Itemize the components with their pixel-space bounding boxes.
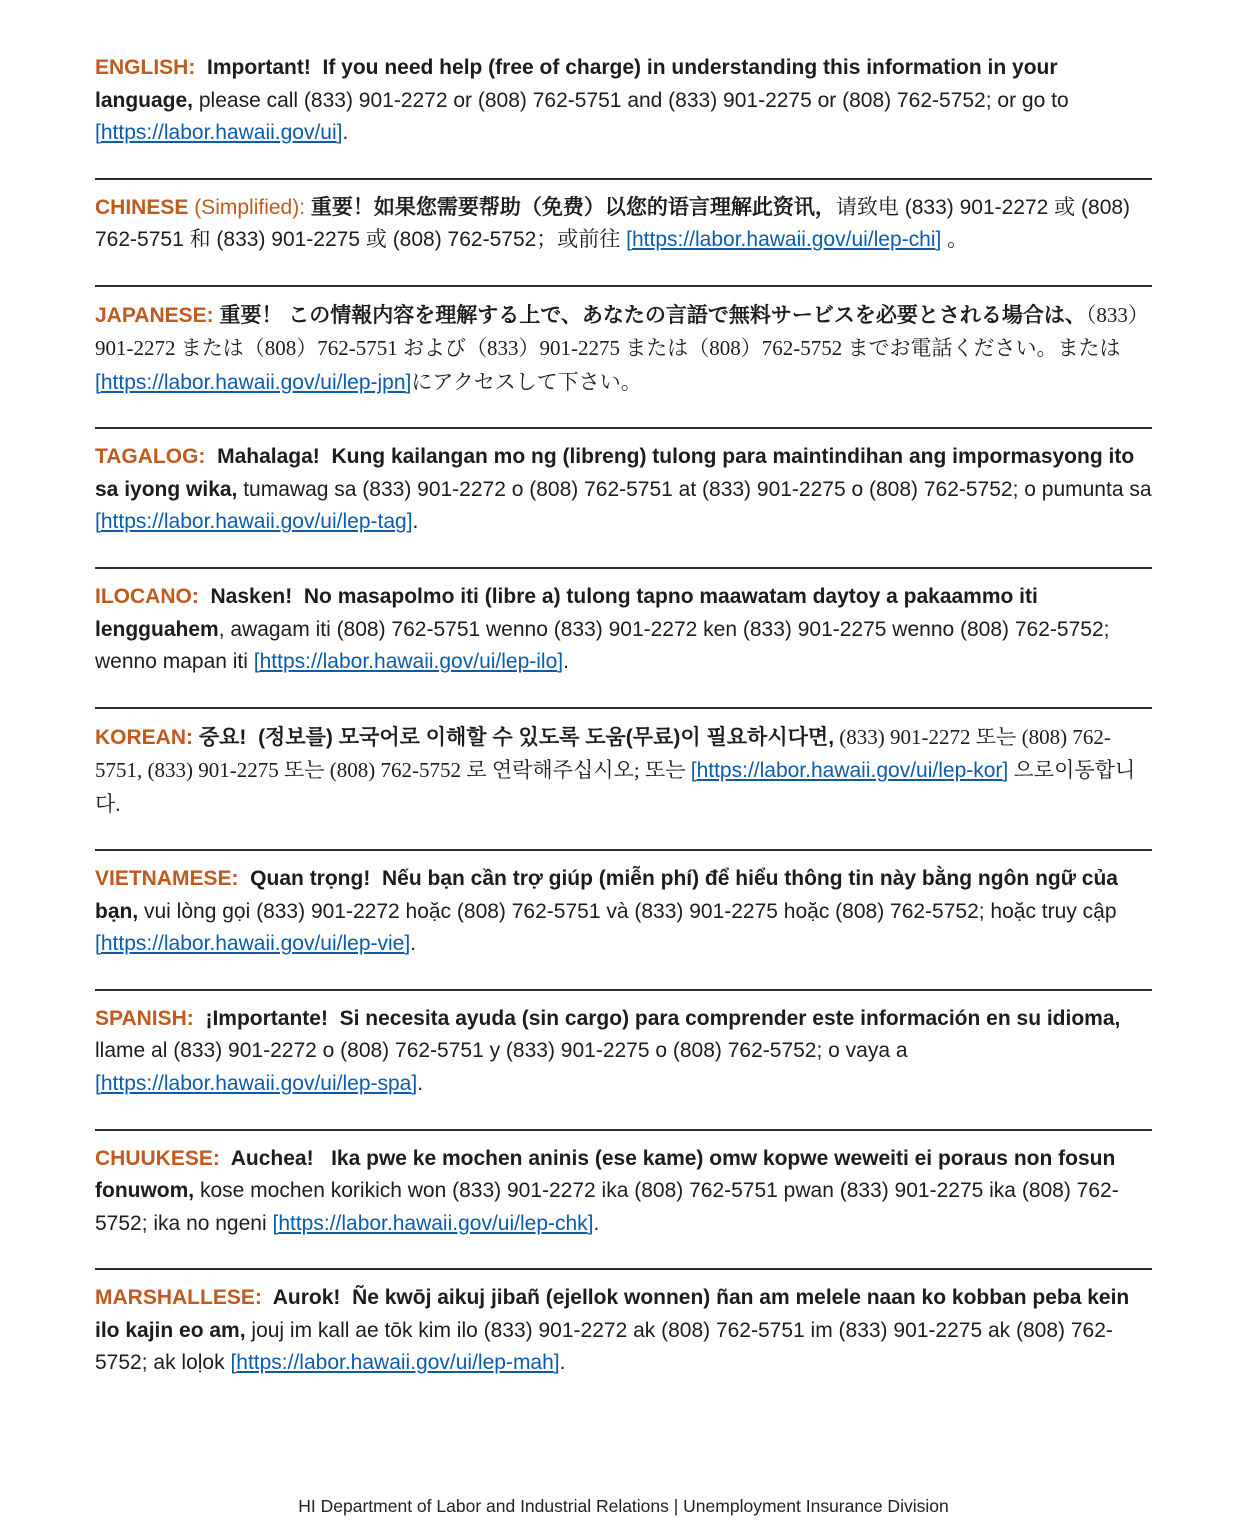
- section-divider: [95, 567, 1152, 569]
- language-label: SPANISH:: [95, 1006, 194, 1030]
- section-chuukese: [95, 1143, 1152, 1241]
- paragraph-ilocano: [95, 581, 1152, 679]
- body-text: kose mochen korikich won (833) 901-2272 ika (808) 762-5751 pwan (833) 901-2275 ika (808) 762-5752; ika no ngeni: [95, 1179, 1119, 1235]
- language-label: JAPANESE:: [95, 303, 214, 327]
- bracket-open: [: [95, 510, 101, 534]
- bracket-open: [: [95, 121, 101, 145]
- body-text-after: .: [417, 1072, 424, 1096]
- bracket-open: [: [690, 759, 697, 783]
- bold-intro: Aurok! Ñe kwōj aikuj jibañ (ejellok wonnen) ñan am melele naan ko kobban peba kein ilo kajin eo am,: [95, 1286, 1136, 1342]
- footer-text: HI Department of Labor and Industrial Relations | Unemployment Insurance Division: [298, 1496, 949, 1516]
- bracket-open: [: [230, 1351, 237, 1375]
- body-text-after: .: [410, 932, 417, 956]
- paragraph-japanese: [95, 299, 1152, 400]
- link-chinese[interactable]: https://labor.hawaii.gov/ui/lep-chi: [631, 228, 936, 252]
- bracket-open: [: [253, 650, 260, 674]
- body-text: tumawag sa (833) 901-2272 o (808) 762-5751 at (833) 901-2275 o (808) 762-5752; o pumunta sa: [237, 477, 1158, 501]
- section-japanese: [95, 299, 1152, 400]
- bracket-close: ]: [587, 1211, 594, 1235]
- body-text: (833) 901-2272 또는 (808) 762-5751, (833) 901-2275 또는 (808) 762-5752 로 연락해주십시오; 또는: [95, 724, 1111, 783]
- bold-intro: Nasken! No masapolmo iti (libre a) tulong tapno maawatam daytoy a pakaammo iti lengguahem: [95, 585, 1044, 641]
- paragraph-korean: [95, 721, 1152, 822]
- body-text: vui lòng gọi (833) 901-2272 hoặc (808) 762-5751 và (833) 901-2275 hoặc (808) 762-5752; hoặc truy cập: [138, 899, 1123, 923]
- bracket-close: ]: [553, 1351, 560, 1375]
- section-divider: [95, 1129, 1152, 1131]
- body-text-after: 으로이동합니다.: [95, 758, 1136, 816]
- link-tagalog[interactable]: https://labor.hawaii.gov/ui/lep-tag: [100, 510, 407, 534]
- paragraph-vietnamese: [95, 863, 1152, 961]
- bold-intro: Quan trọng! Nếu bạn cần trợ giúp (miễn phí) để hiểu thông tin này bằng ngôn ngữ của bạn,: [95, 867, 1124, 923]
- body-text-after: .: [342, 121, 349, 145]
- body-text: llame al (833) 901-2272 o (808) 762-5751 y (833) 901-2275 o (808) 762-5752; o vaya a: [95, 1006, 1127, 1063]
- bracket-open: [: [626, 228, 632, 252]
- link-marshallese[interactable]: https://labor.hawaii.gov/ui/lep-mah: [236, 1351, 554, 1375]
- section-divider: [95, 178, 1152, 180]
- bracket-close: ]: [405, 370, 412, 394]
- section-marshallese: [95, 1282, 1152, 1380]
- section-spanish: [95, 1003, 1152, 1101]
- section-divider: [95, 1268, 1152, 1270]
- link-chuukese[interactable]: https://labor.hawaii.gov/ui/lep-chk: [278, 1211, 588, 1235]
- bold-intro: 重要！ この情報内容を理解する上で、あなたの言語で無料サービスを必要とされる場合は、: [213, 303, 1086, 327]
- section-vietnamese: [95, 863, 1152, 961]
- body-text: please call (833) 901-2272 or (808) 762-5751 and (833) 901-2275 or (808) 762-5752; or go to: [193, 88, 1075, 112]
- body-text-after: .: [559, 1351, 566, 1375]
- link-vietnamese[interactable]: https://labor.hawaii.gov/ui/lep-vie: [100, 932, 405, 956]
- bracket-close: ]: [336, 121, 343, 145]
- paragraph-spanish: [95, 1003, 1152, 1101]
- section-english: [95, 52, 1152, 150]
- footer: [95, 1496, 1152, 1535]
- body-text-after: .: [563, 650, 569, 674]
- language-label: KOREAN:: [95, 725, 193, 749]
- language-label-note: (Simplified):: [188, 195, 306, 219]
- bracket-close: ]: [935, 228, 942, 252]
- section-chinese: [95, 192, 1152, 257]
- section-divider: [95, 427, 1152, 429]
- section-tagalog: [95, 441, 1158, 539]
- bracket-close: ]: [404, 932, 411, 956]
- language-label: ENGLISH:: [95, 56, 196, 79]
- paragraph-chinese: [95, 192, 1152, 257]
- body-text-after: .: [412, 510, 419, 534]
- link-ilocano[interactable]: https://labor.hawaii.gov/ui/lep-ilo: [259, 650, 558, 674]
- section-korean: [95, 721, 1152, 822]
- language-label: CHUUKESE:: [95, 1146, 220, 1170]
- section-divider: [95, 285, 1152, 287]
- body-text-after: にアクセスして下さい。: [411, 369, 642, 394]
- body-text: , awagam iti (808) 762-5751 wenno (833) 901-2272 ken (833) 901-2275 wenno (808) 762-5752; wenno mapan iti: [95, 617, 1116, 674]
- paragraph-chuukese: [95, 1143, 1152, 1241]
- language-label: MARSHALLESE:: [95, 1286, 262, 1310]
- paragraph-marshallese: [95, 1282, 1152, 1380]
- link-korean[interactable]: https://labor.hawaii.gov/ui/lep-kor: [696, 759, 1003, 783]
- bold-intro: 중요! (정보를) 모국어로 이해할 수 있도록 도움(무료)이 필요하시다면,: [193, 725, 835, 749]
- body-text-after: .: [593, 1211, 600, 1235]
- paragraph-tagalog: [95, 441, 1158, 539]
- bracket-close: ]: [406, 510, 413, 534]
- link-english[interactable]: https://labor.hawaii.gov/ui: [100, 121, 337, 145]
- section-divider: [95, 707, 1152, 709]
- bold-intro: Mahalaga! Kung kailangan mo ng (libreng) tulong para maintindihan ang impormasyong ito sa iyong wika,: [95, 445, 1140, 501]
- link-japanese[interactable]: https://labor.hawaii.gov/ui/lep-jpn: [100, 370, 406, 394]
- bracket-open: [: [95, 932, 101, 956]
- language-label: CHINESE: [95, 195, 189, 219]
- bracket-close: ]: [411, 1072, 418, 1096]
- body-text-after: 。: [941, 228, 969, 252]
- section-divider: [95, 989, 1152, 991]
- link-spanish[interactable]: https://labor.hawaii.gov/ui/lep-spa: [100, 1072, 412, 1096]
- bracket-close: ]: [557, 650, 564, 674]
- body-text: （833）901-2272 または（808）762-5751 および（833）901-2275 または（808）762-5752 までお電話ください。または: [95, 302, 1149, 361]
- section-divider: [95, 849, 1152, 851]
- bold-intro: Important! If you need help (free of charge) in understanding this information in your language,: [95, 56, 1064, 112]
- language-label: VIETNAMESE:: [95, 867, 239, 891]
- body-text: 请致电 (833) 901-2272 或 (808) 762-5751 和 (833) 901-2275 或 (808) 762-5752；或前往: [95, 195, 1136, 252]
- bold-intro: Auchea! Ika pwe ke mochen aninis (ese kame) omw kopwe weweiti ei poraus non fosun fonuwom,: [95, 1146, 1122, 1203]
- bracket-close: ]: [1002, 759, 1009, 783]
- section-ilocano: [95, 581, 1152, 679]
- body-text: jouj im kall ae tōk kim ilo (833) 901-2272 ak (808) 762-5751 im (833) 901-2275 ak (808) 762-5752; ak loḷok: [95, 1318, 1113, 1375]
- bracket-open: [: [272, 1211, 279, 1235]
- bold-intro: 重要！如果您需要帮助（免费）以您的语言理解此资讯，: [305, 195, 836, 219]
- paragraph-english: [95, 52, 1152, 150]
- bracket-open: [: [95, 370, 101, 394]
- bracket-open: [: [95, 1072, 101, 1096]
- language-label: TAGALOG:: [95, 445, 206, 469]
- bold-intro: ¡Importante! Si necesita ayuda (sin cargo) para comprender este información en su idioma,: [193, 1006, 1121, 1030]
- language-label: ILOCANO:: [95, 585, 199, 609]
